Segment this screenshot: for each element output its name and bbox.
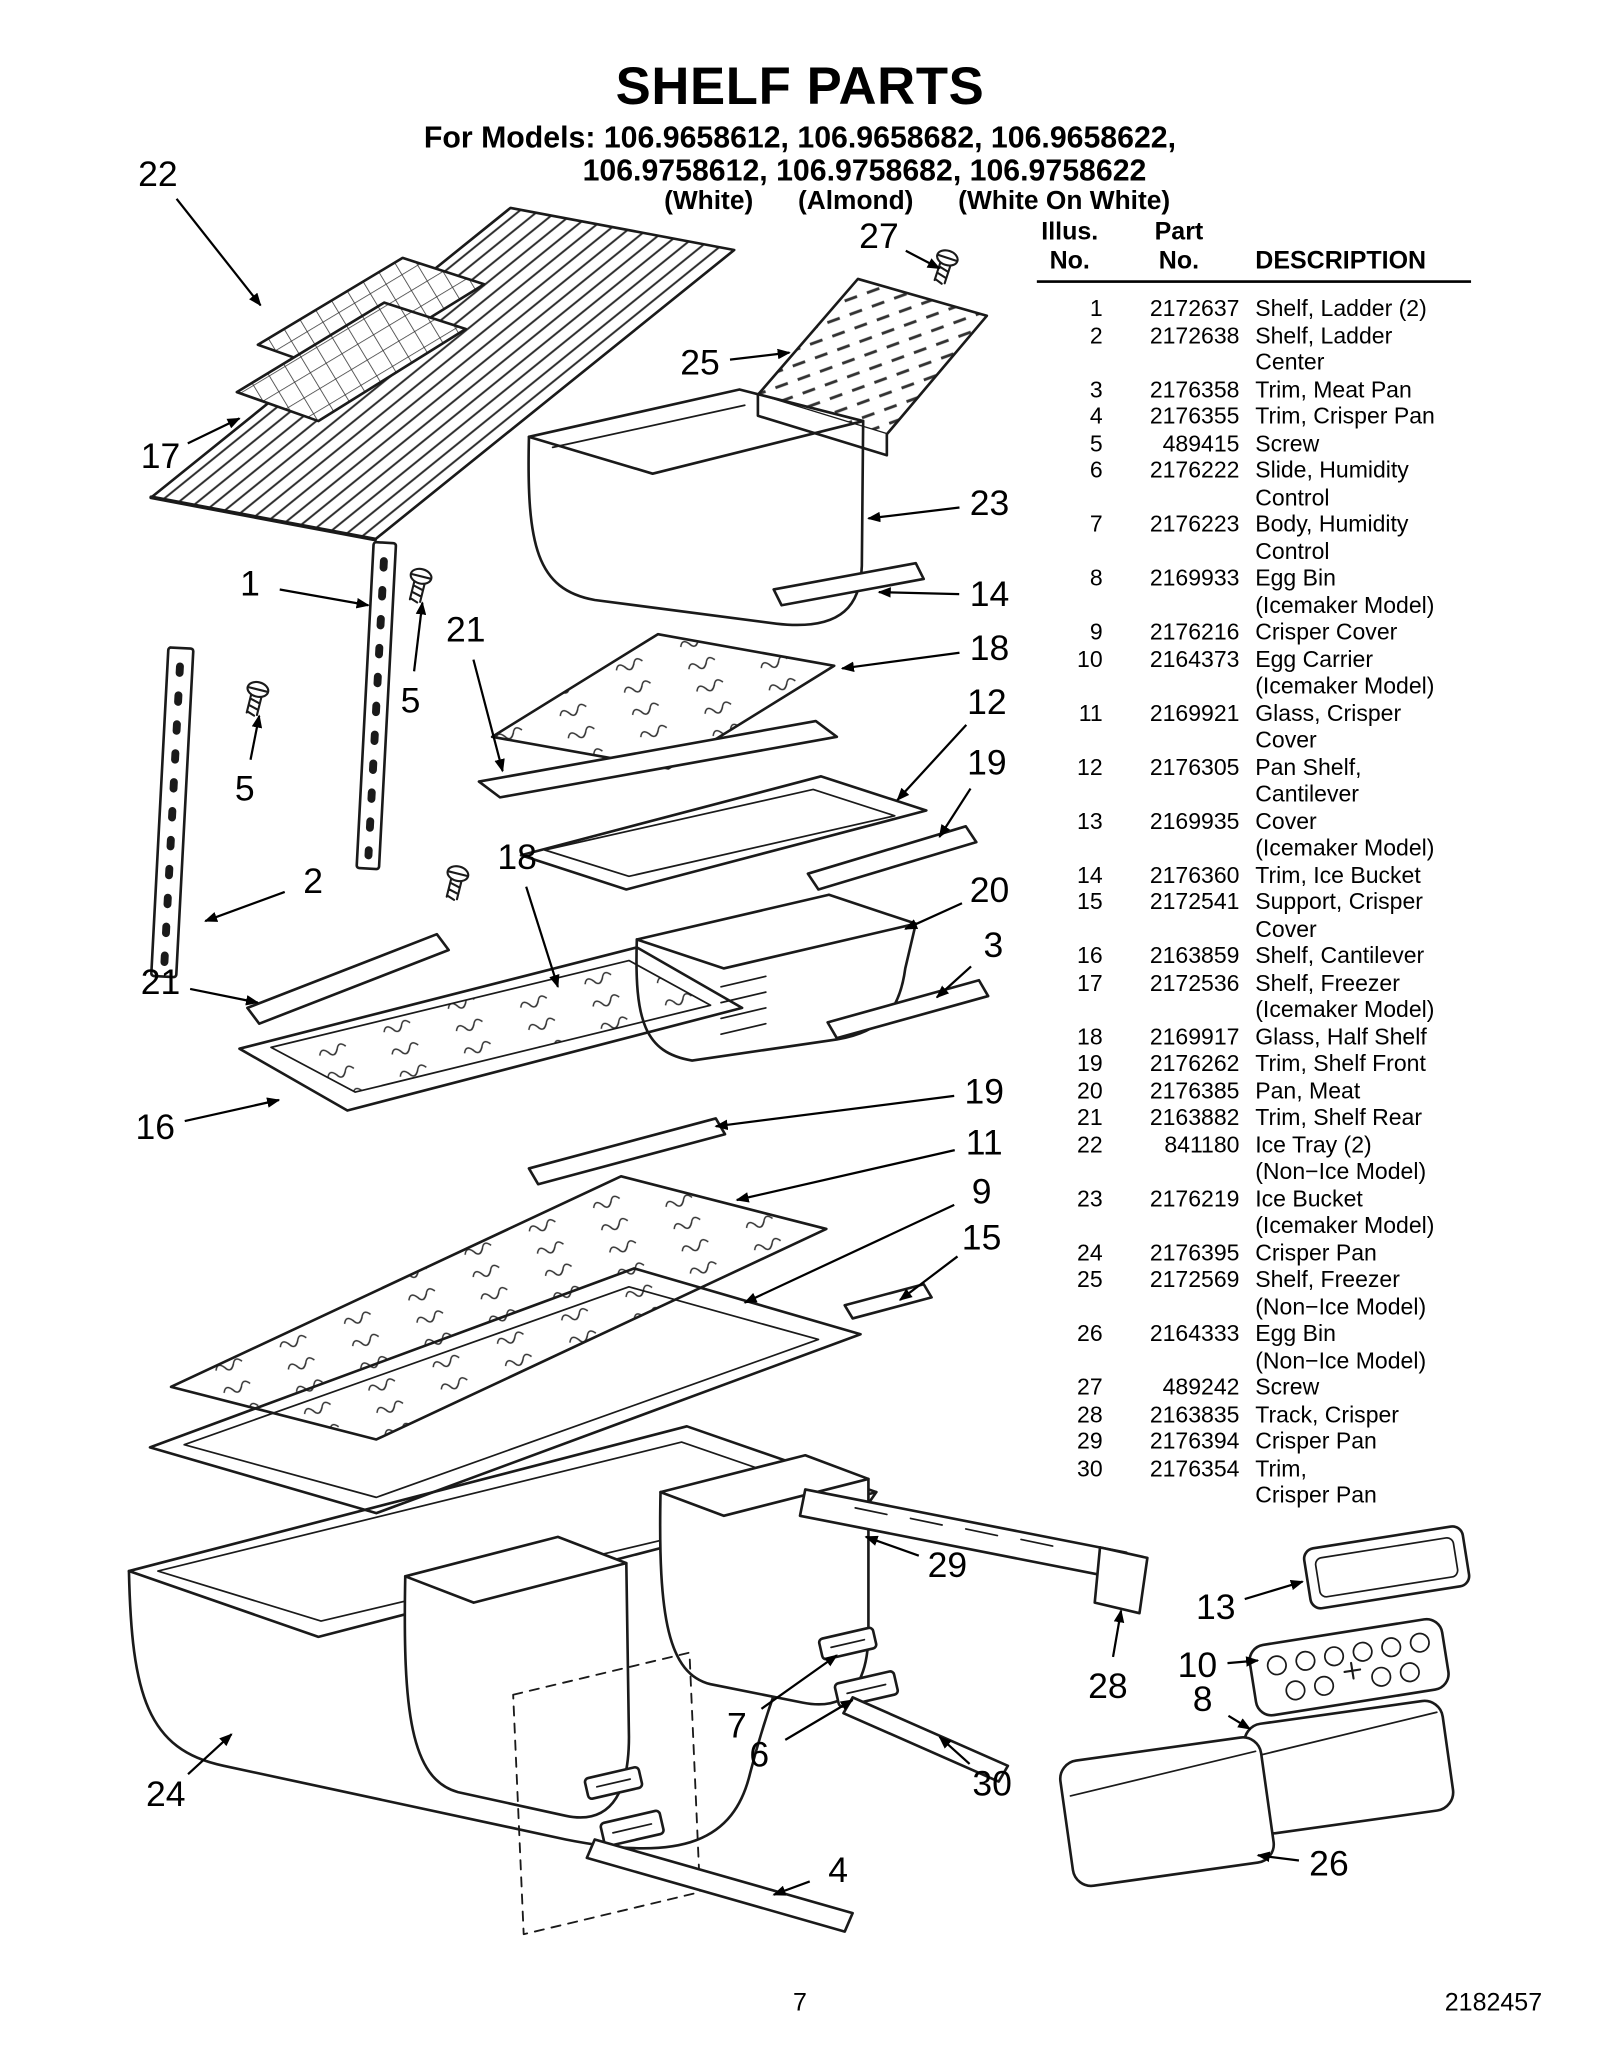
callout-7: 7 xyxy=(726,1705,747,1746)
table-header-rule xyxy=(1037,280,1471,283)
table-row xyxy=(1037,807,1471,861)
callout-5: 5 xyxy=(234,769,255,809)
illus-no-cell: 8 xyxy=(1089,564,1103,591)
part-no-cell: 489415 xyxy=(1162,429,1240,456)
illus-no-cell: 25 xyxy=(1077,1265,1103,1293)
parts-table-header xyxy=(1037,218,1471,276)
callout-29: 29 xyxy=(927,1545,968,1585)
description-cell: Cover (Icemaker Model) xyxy=(1255,807,1435,861)
parts-table xyxy=(1037,218,1471,1508)
illus-no-cell: 28 xyxy=(1077,1400,1103,1427)
description-cell: Track, Crisper xyxy=(1255,1400,1399,1427)
callout-20: 20 xyxy=(969,870,1010,910)
table-row xyxy=(1037,1239,1471,1266)
description-cell: Shelf, Freezer (Icemaker Model) xyxy=(1255,969,1435,1023)
wire-freezer-shelf-illustration xyxy=(151,208,734,540)
callout-21: 21 xyxy=(446,609,486,650)
illus-no-cell: 17 xyxy=(1077,969,1103,996)
screw-icon xyxy=(929,248,959,286)
header-illus-no: Illus. No. xyxy=(1041,218,1099,276)
color-option-white: (White) xyxy=(664,186,754,216)
part-no-cell: 2176305 xyxy=(1149,753,1240,780)
illus-no-cell: 22 xyxy=(1077,1130,1103,1158)
callout-2: 2 xyxy=(303,861,324,901)
callout-11: 11 xyxy=(965,1123,1003,1163)
description-cell: Crisper Cover xyxy=(1255,618,1398,645)
illus-no-cell: 18 xyxy=(1077,1023,1103,1050)
callout-8: 8 xyxy=(1192,1679,1213,1720)
description-cell: Slide, Humidity Control xyxy=(1255,456,1409,510)
color-option-white-on-white: (White On White) xyxy=(958,186,1171,216)
part-no-cell: 2164373 xyxy=(1149,645,1240,672)
callout-26: 26 xyxy=(1309,1844,1349,1884)
part-no-cell: 489242 xyxy=(1162,1373,1240,1401)
table-row xyxy=(1037,1131,1471,1185)
colors-line xyxy=(117,187,1600,217)
table-row xyxy=(1037,969,1471,1023)
table-row xyxy=(1037,861,1471,888)
illus-no-cell: 30 xyxy=(1077,1454,1103,1481)
part-no-cell: 2176395 xyxy=(1149,1238,1240,1266)
ladder-rail-illustration-2 xyxy=(151,647,193,977)
part-no-cell: 2163859 xyxy=(1149,942,1240,969)
callout-19: 19 xyxy=(967,742,1007,783)
table-row xyxy=(1037,618,1471,645)
description-cell: Ice Bucket (Icemaker Model) xyxy=(1255,1184,1435,1239)
description-cell: Ice Tray (2) (Non−Ice Model) xyxy=(1255,1130,1427,1185)
meat-pan-illustration xyxy=(636,895,915,1061)
table-row xyxy=(1037,1104,1471,1131)
illus-no-cell: 24 xyxy=(1077,1238,1103,1266)
screw-icon xyxy=(241,680,270,718)
part-no-cell: 2169917 xyxy=(1149,1023,1240,1050)
crisper-pan-illustration-right xyxy=(660,1455,868,1704)
table-row xyxy=(1037,457,1471,511)
table-row xyxy=(1037,1428,1471,1455)
crisper-pan-trim-illustration-4 xyxy=(587,1839,853,1931)
callout-14: 14 xyxy=(969,574,1010,614)
description-cell: Shelf, Cantilever xyxy=(1255,942,1425,969)
header-description: DESCRIPTION xyxy=(1255,247,1427,276)
illus-no-cell: 14 xyxy=(1077,861,1103,888)
callout-22: 22 xyxy=(138,154,178,195)
description-cell: Shelf, Ladder (2) xyxy=(1255,294,1427,322)
illus-no-cell: 29 xyxy=(1077,1427,1103,1454)
table-row xyxy=(1037,511,1471,565)
callout-10: 10 xyxy=(1177,1645,1218,1685)
illus-no-cell: 11 xyxy=(1078,699,1103,726)
part-no-cell: 2176360 xyxy=(1149,861,1240,888)
callout-4: 4 xyxy=(828,1850,849,1891)
illus-no-cell: 27 xyxy=(1077,1373,1103,1401)
table-row xyxy=(1037,753,1471,807)
table-row xyxy=(1037,1320,1471,1374)
part-no-cell: 2176223 xyxy=(1149,510,1240,537)
icemaker-cover-illustration xyxy=(1303,1525,1471,1610)
illus-no-cell: 23 xyxy=(1077,1184,1103,1212)
callout-3: 3 xyxy=(983,925,1004,966)
table-row xyxy=(1037,295,1471,322)
part-no-cell: 2176394 xyxy=(1149,1427,1240,1454)
models-label: For Models: xyxy=(423,119,596,154)
illus-no-cell: 20 xyxy=(1077,1076,1103,1104)
description-cell: Trim, Meat Pan xyxy=(1255,375,1412,402)
callout-19: 19 xyxy=(964,1071,1004,1112)
page-number: 7 xyxy=(793,1989,807,2018)
shelf-front-trim-lower-illustration xyxy=(529,1118,725,1184)
part-no-cell: 2163882 xyxy=(1149,1103,1240,1131)
parts-table-rows xyxy=(1037,295,1471,1509)
table-row xyxy=(1037,1455,1471,1509)
screw-icon xyxy=(441,864,470,902)
table-row xyxy=(1037,564,1471,618)
illus-no-cell: 2 xyxy=(1089,321,1103,349)
description-cell: Pan, Meat xyxy=(1255,1076,1361,1104)
table-row xyxy=(1037,888,1471,942)
table-row xyxy=(1037,1023,1471,1050)
illus-no-cell: 9 xyxy=(1089,618,1103,645)
table-row xyxy=(1037,1401,1471,1428)
description-cell: Screw xyxy=(1255,1373,1320,1401)
part-no-cell: 2172536 xyxy=(1149,969,1240,996)
part-no-cell: 2172638 xyxy=(1149,321,1240,349)
description-cell: Shelf, Freezer (Non−Ice Model) xyxy=(1255,1265,1427,1320)
illus-no-cell: 19 xyxy=(1077,1050,1103,1077)
part-no-cell: 2176385 xyxy=(1149,1076,1240,1104)
part-no-cell: 841180 xyxy=(1164,1130,1240,1158)
models-line-2: 106.9758612, 106.9758682, 106.9758622 xyxy=(582,152,1147,187)
description-cell: Screw xyxy=(1255,429,1320,456)
callout-13: 13 xyxy=(1196,1587,1236,1627)
freezer-shelf-illustration xyxy=(758,279,987,455)
description-cell: Egg Bin (Icemaker Model) xyxy=(1255,564,1435,618)
illus-no-cell: 21 xyxy=(1077,1103,1103,1131)
part-no-cell: 2169921 xyxy=(1149,699,1240,726)
crisper-pan-trim-illustration-30 xyxy=(843,1697,1007,1781)
callout-5: 5 xyxy=(400,680,421,721)
part-no-cell: 2172637 xyxy=(1149,294,1240,322)
illus-no-cell: 12 xyxy=(1077,753,1103,780)
callout-18: 18 xyxy=(969,628,1010,668)
part-no-cell: 2176358 xyxy=(1149,375,1240,402)
description-cell: Trim, Ice Bucket xyxy=(1255,861,1421,888)
table-row xyxy=(1037,322,1471,376)
illus-no-cell: 13 xyxy=(1077,807,1103,834)
table-row xyxy=(1037,645,1471,699)
illus-no-cell: 5 xyxy=(1089,429,1103,456)
description-cell: Body, Humidity Control xyxy=(1255,510,1409,564)
callout-21: 21 xyxy=(140,962,181,1002)
callout-27: 27 xyxy=(859,216,899,256)
description-cell: Crisper Pan xyxy=(1255,1427,1377,1454)
shelf-rear-trim-lower-illustration xyxy=(247,934,448,1023)
callout-23: 23 xyxy=(969,483,1010,524)
table-row xyxy=(1037,1077,1471,1104)
illus-no-cell: 1 xyxy=(1089,294,1103,322)
table-row xyxy=(1037,1185,1471,1239)
part-no-cell: 2164333 xyxy=(1149,1319,1240,1347)
description-cell: Support, Crisper Cover xyxy=(1255,888,1423,942)
description-cell: Egg Carrier (Icemaker Model) xyxy=(1255,645,1435,699)
part-no-cell: 2163835 xyxy=(1149,1400,1240,1427)
part-no-cell: 2172569 xyxy=(1149,1265,1240,1293)
callout-1: 1 xyxy=(240,563,260,604)
part-no-cell: 2169933 xyxy=(1149,564,1240,591)
doc-number: 2182457 xyxy=(1444,1989,1543,2018)
description-cell: Glass, Half Shelf xyxy=(1255,1023,1427,1050)
illus-no-cell: 3 xyxy=(1089,375,1103,402)
crisper-cover-support-illustration xyxy=(845,1284,932,1318)
callout-28: 28 xyxy=(1088,1666,1128,1706)
description-cell: Shelf, Ladder Center xyxy=(1255,321,1393,376)
table-row xyxy=(1037,1374,1471,1401)
illus-no-cell: 4 xyxy=(1089,402,1103,429)
callout-18: 18 xyxy=(497,837,537,877)
models-line-1 xyxy=(0,121,1600,154)
color-option-almond: (Almond) xyxy=(797,186,914,216)
egg-bin-illustration-icemaker xyxy=(1242,1698,1455,1835)
part-no-cell: 2176219 xyxy=(1149,1184,1240,1212)
table-row xyxy=(1037,942,1471,969)
part-no-cell: 2169935 xyxy=(1149,807,1240,834)
table-row xyxy=(1037,403,1471,430)
part-no-cell: 2176222 xyxy=(1149,456,1240,483)
callout-25: 25 xyxy=(680,342,720,383)
callout-16: 16 xyxy=(135,1107,176,1147)
callout-12: 12 xyxy=(967,682,1007,722)
description-cell: Crisper Pan xyxy=(1255,1238,1377,1266)
table-row xyxy=(1037,430,1471,457)
table-row xyxy=(1037,1266,1471,1320)
description-cell: Pan Shelf, Cantilever xyxy=(1255,753,1362,807)
callout-9: 9 xyxy=(971,1171,992,1212)
part-no-cell: 2176354 xyxy=(1149,1454,1240,1481)
ladder-rail-illustration-1 xyxy=(357,542,396,869)
humidity-body-illustration xyxy=(600,1810,664,1847)
callout-17: 17 xyxy=(140,436,181,476)
description-cell: Glass, Crisper Cover xyxy=(1255,699,1402,753)
crisper-cover-glass-illustration xyxy=(171,1176,826,1439)
page-header xyxy=(0,57,1600,218)
page-title: SHELF PARTS xyxy=(615,57,985,116)
description-cell: Egg Bin (Non−Ice Model) xyxy=(1255,1319,1427,1374)
illus-no-cell: 6 xyxy=(1089,456,1103,483)
screw-icon xyxy=(404,567,433,605)
callout-6: 6 xyxy=(749,1734,770,1775)
illus-no-cell: 26 xyxy=(1077,1319,1103,1347)
callout-24: 24 xyxy=(146,1774,186,1814)
callout-30: 30 xyxy=(972,1763,1012,1804)
egg-bin-illustration-nonice xyxy=(1058,1735,1276,1888)
part-no-cell: 2176216 xyxy=(1149,618,1240,645)
part-no-cell: 2176262 xyxy=(1149,1050,1240,1077)
part-no-cell: 2172541 xyxy=(1149,888,1240,915)
description-cell: Trim, Shelf Front xyxy=(1255,1050,1426,1077)
table-row xyxy=(1037,376,1471,403)
models-numbers-1: 106.9658612, 106.9658682, 106.9658622, xyxy=(603,119,1177,154)
description-cell: Trim, Crisper Pan xyxy=(1255,1454,1377,1508)
part-no-cell: 2176355 xyxy=(1149,402,1240,429)
table-row xyxy=(1037,699,1471,753)
description-cell: Trim, Crisper Pan xyxy=(1255,402,1435,429)
illus-no-cell: 10 xyxy=(1077,645,1103,672)
illus-no-cell: 15 xyxy=(1077,888,1103,915)
illus-no-cell: 16 xyxy=(1077,942,1103,969)
header-part-no: Part No. xyxy=(1154,218,1204,276)
ice-bucket-trim-illustration xyxy=(774,563,924,605)
table-row xyxy=(1037,1050,1471,1077)
callout-15: 15 xyxy=(961,1217,1002,1258)
description-cell: Trim, Shelf Rear xyxy=(1255,1103,1423,1131)
illus-no-cell: 7 xyxy=(1089,510,1103,537)
